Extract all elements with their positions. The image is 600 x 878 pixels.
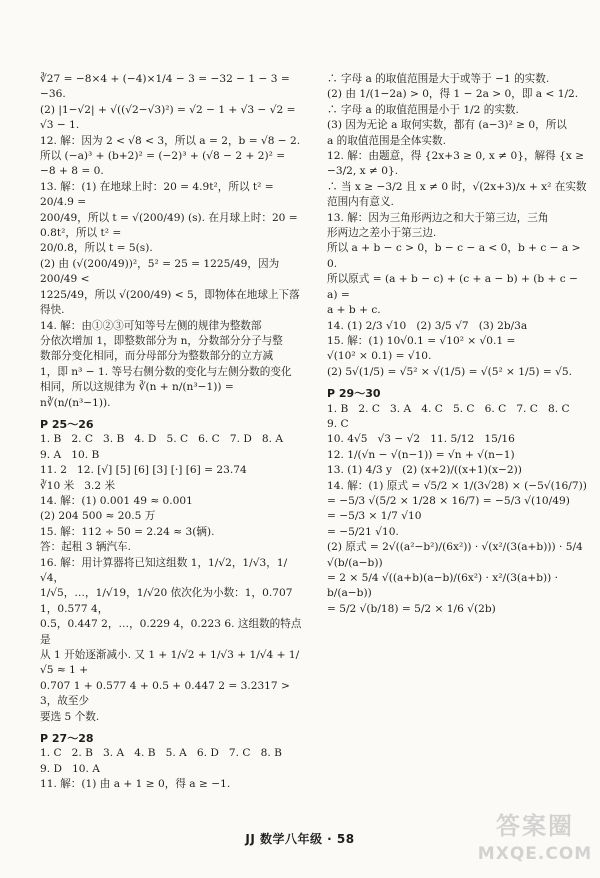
answer-line: ∛27 = −8×4 + (−4)×1/4 − 3 = −32 − 1 − 3 = −36.: [40, 73, 294, 101]
right-main-answers: [327, 72, 589, 380]
answer-line: 20/0.8，所以 t = 5(s).: [40, 242, 153, 255]
answer-line: 10. 4√5 √3 − √2 11. 5/12 15/16: [327, 433, 515, 446]
answer-line: 形两边之差小于第三边.: [327, 227, 437, 240]
answer-line: a + b + c.: [327, 304, 381, 317]
section-heading-p29-30: P 29～30: [327, 387, 381, 401]
answer-line: 1225/49，所以 √(200/49) < 5，即物体在地球上下落得快.: [40, 288, 300, 317]
answer-line: 13. 解：(1) 在地球上时：20 = 4.9t²，所以 t² = 20/4.9 =: [40, 180, 278, 209]
p27-28-answers: [40, 746, 302, 792]
p29-30-answers: [327, 402, 589, 618]
answer-line: 所以 a + b − c > 0，b − c − a < 0，b + c − a > 0.: [327, 242, 584, 270]
p25-26-answers: [40, 432, 302, 725]
answer-line: 12. 1/(√n − √(n−1)) = √n + √(n−1): [327, 448, 515, 461]
answer-line: 14. 解：由①②③可知等号左侧的规律为整数部: [40, 319, 262, 332]
answer-line: 11. 解：(1) 由 a + 1 ≥ 0，得 a ≥ −1.: [40, 778, 231, 791]
answer-line: 所以原式 = (a + b − c) + (c + a − b) + (b + c − a) =: [327, 273, 582, 301]
watermark-cn: 答案圈: [496, 812, 574, 840]
answer-line: = −5/3 √(5/2 × 1/28 × 16/7) = −5/3 √(10/49): [327, 494, 570, 507]
answer-line: = 5/2 √(b/18) = 5/2 × 1/6 √(2b): [327, 602, 496, 615]
answer-line: 15. 解：112 ÷ 50 = 2.24 ≈ 3(辆).: [40, 525, 215, 538]
answer-line: 9. D 10. A: [40, 762, 100, 775]
answer-line: √3 − 1.: [40, 119, 80, 132]
answer-line: 12. 解：因为 2 < √8 < 3，所以 a = 2，b = √8 − 2.: [40, 134, 301, 147]
answer-line: 1. C 2. B 3. A 4. B 5. A 6. D 7. C 8. B: [40, 747, 282, 760]
answer-line: −8 + 8 = 0.: [40, 165, 104, 178]
answer-line: ∴ 字母 a 的取值范围是大于或等于 −1 的实数.: [327, 73, 550, 85]
answer-line: 所以 (−a)³ + (b+2)² = (−2)³ + (√8 − 2 + 2)² =: [40, 150, 286, 163]
answer-line: 分依次增加 1，即整数部分为 n，分数部分分子与整: [40, 334, 283, 347]
answer-line: (2) 原式 = 2√((a²−b²)/(6x²)) · √(x²/(3(a+b))) · 5/4 √(b/(a−b)): [327, 541, 587, 569]
answer-line: ∴ 字母 a 的取值范围是小于 1/2 的实数.: [327, 103, 519, 116]
answer-line: 14. 解：(1) 0.001 49 ≈ 0.001: [40, 494, 193, 507]
answer-line: = 2 × 5/4 √((a+b)(a−b)/(6x²) · x²/(3(a+b)) · b/(a−b)): [327, 572, 562, 600]
section-heading-p25-26: P 25～26: [40, 417, 94, 431]
answer-line: 13. 解：因为三角形两边之和大于第三边，三角: [327, 211, 549, 224]
answer-line: 12. 解：由题意，得 {2x+3 ≥ 0, x ≠ 0}，解得 {x ≥ −3/2, x ≠ 0}.: [327, 150, 588, 178]
answer-line: 11. 2 12. [√] [5] [6] [3] [·] [6] = 23.74: [40, 464, 247, 477]
answer-line: 数部分变化相同，而分母部分为整数部分的立方减: [40, 350, 274, 363]
answer-line: = −5/3 × 1/7 √10: [327, 510, 422, 523]
section-heading-p27-28: P 27～28: [40, 732, 94, 746]
answer-line: 200/49，所以 t = √(200/49) (s). 在月球上时：20 = 0.8t²，所以 t² =: [40, 211, 302, 240]
answer-line: (2) 204 500 ≈ 20.5 万: [40, 510, 156, 523]
page-footer: JJ 数学八年级 · 58: [245, 832, 355, 846]
answer-line: 相同，所以这规律为 ∛(n + n/(n³−1)) = n∛(n/(n³−1)).: [40, 381, 238, 409]
answer-line: 从 1 开始逐渐减小. 又 1 + 1/√2 + 1/√3 + 1/√4 + 1/√5 ≈ 1 +: [40, 649, 300, 677]
left-main-answers: [40, 72, 302, 411]
answer-line: 要选 5 个数.: [40, 710, 100, 723]
answer-line: √(10² × 0.1) = √10.: [327, 350, 432, 363]
answer-line: 14. 解：(1) 原式 = √5/2 × 1/(3√28) × (−5√(16/7)): [327, 479, 587, 492]
watermark-en: MXQE.COM: [477, 844, 593, 864]
answer-line: 9. A 10. B: [40, 448, 100, 461]
answer-line: 答：起租 3 辆汽车.: [40, 541, 131, 554]
answer-line: ∛10 米 3.2 米: [40, 479, 116, 492]
answer-line: 16. 解：用计算器将已知这组数 1，1/√2，1/√3，1/√4，: [40, 556, 288, 584]
answer-line: a 的取值范围是全体实数.: [327, 134, 446, 147]
right-column: [327, 72, 589, 617]
answer-line: 13. (1) 4/3 y (2) (x+2)/((x+1)(x−2)): [327, 464, 522, 477]
answer-line: = −5/21 √10.: [327, 525, 399, 538]
answer-line: 范围内有意义.: [327, 196, 394, 209]
answer-line: ∴ 当 x ≥ −3/2 且 x ≠ 0 时，√(2x+3)/x + x² 在实数: [327, 180, 587, 193]
answer-line: 1，即 n³ − 1. 等号右侧分数的变化与左侧分数的变化: [40, 365, 292, 378]
answer-line: 15. 解：(1) 10√0.1 = √10² × √0.1 =: [327, 334, 516, 347]
left-column: [40, 72, 302, 793]
answer-line: 1/√5，…，1/√19，1/√20 依次化为小数：1，0.707 1，0.577 4，: [40, 587, 296, 615]
answer-line: 14. (1) 2/3 √10 (2) 3/5 √7 (3) 2b/3a: [327, 319, 528, 332]
answer-line: (2) 由 1/(1−2a) > 0，得 1 − 2a > 0，即 a < 1/2.: [327, 88, 579, 101]
answer-line: (2) 由 (√(200/49))²，5² = 25 = 1225/49，因为 200/49 <: [40, 257, 283, 286]
answer-line: 0.5，0.447 2，…，0.229 4，0.223 6. 这组数的特点是: [40, 618, 302, 646]
answer-line: 1. B 2. C 3. A 4. C 5. C 6. C 7. C 8. C: [327, 402, 570, 415]
answer-line: 9. C: [327, 417, 349, 430]
answer-line: (3) 因为无论 a 取何实数，都有 (a−3)² ≥ 0，所以: [327, 119, 567, 132]
answer-line: 1. B 2. C 3. B 4. D 5. C 6. C 7. D 8. A: [40, 433, 284, 446]
answer-line: (2) |1−√2| + √((√2−√3)²) = √2 − 1 + √3 − √2 =: [40, 103, 296, 116]
answer-line: 0.707 1 + 0.577 4 + 0.5 + 0.447 2 = 3.2317 > 3，故至少: [40, 679, 294, 708]
answer-line: (2) 5√(1/5) = √5² × √(1/5) = √(5² × 1/5) = √5.: [327, 365, 572, 378]
